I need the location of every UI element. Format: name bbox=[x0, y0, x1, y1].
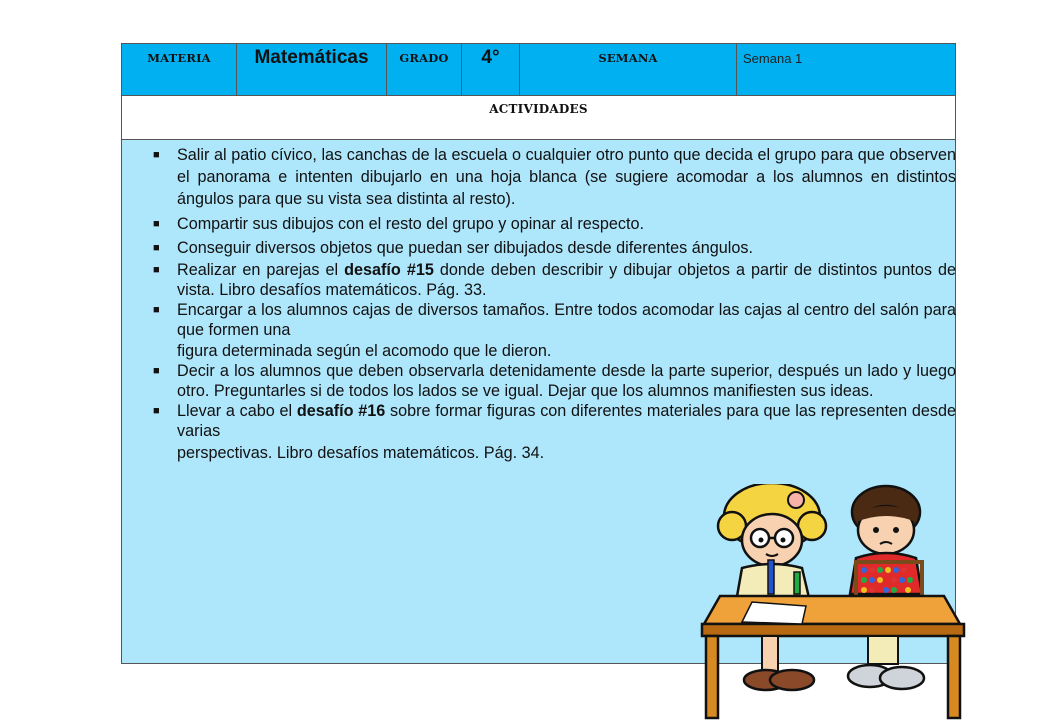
table bbox=[702, 596, 964, 718]
list-item: ■ Encargar a los alumnos cajas de diversos tamaños. Entre todos acomodar las cajas al centro del salón para que formen una figura determinada según el acomodo que le dieron. bbox=[153, 301, 956, 360]
bullet-icon: ■ bbox=[153, 149, 160, 161]
list-item: ■ Decir a los alumnos que deben observarla detenidamente desde la parte superior, después un lado y luego otro. Preguntarles si de todos los lados se ve igual. Dejar que los alumnos manifiesten sus ideas. bbox=[153, 362, 956, 400]
semana-label: SEMANA bbox=[598, 51, 658, 65]
grado-label: GRADO bbox=[399, 51, 449, 65]
list-item: ■ Realizar en parejas el desafío #15 donde deben describir y dibujar objetos a partir de distintos puntos de vista. Libro desafíos matemáticos. Pág. 33. bbox=[153, 261, 956, 299]
bullet-icon: ■ bbox=[153, 242, 160, 254]
activities-title: ACTIVIDADES bbox=[489, 102, 588, 116]
bullet-icon: ■ bbox=[153, 304, 160, 316]
grado-value: 4° bbox=[481, 47, 500, 68]
boy-figure bbox=[850, 486, 922, 608]
bullet-icon: ■ bbox=[153, 365, 160, 377]
feet bbox=[744, 636, 924, 690]
bullet-icon: ■ bbox=[153, 264, 160, 276]
header-row bbox=[121, 43, 956, 96]
activities-title-row bbox=[121, 96, 956, 140]
list-item: ■ Compartir sus dibujos con el resto del grupo y opinar al respecto. bbox=[153, 215, 644, 233]
semana-value: Semana 1 bbox=[743, 51, 803, 66]
semana-value-cell bbox=[737, 44, 955, 95]
grado-label-cell bbox=[387, 44, 462, 95]
list-item: ■ Llevar a cabo el desafío #16 sobre formar figuras con diferentes materiales para que las representen desde varias perspectivas. Libro desafíos matemáticos. Pág. 34. bbox=[153, 402, 956, 462]
bullet-icon: ■ bbox=[153, 218, 160, 230]
activities-list bbox=[150, 144, 956, 463]
materia-label: MATERIA bbox=[147, 51, 211, 65]
list-item: ■ Salir al patio cívico, las canchas de la escuela o cualquier otro punto que decida el grupo para que observen el panorama e intenten dibujarlo en una hoja blanca (se sugiere acomodar a los alumnos en distintos ángulos para que su vista sea distinta al resto). bbox=[153, 146, 956, 208]
list-item: ■ Conseguir diversos objetos que puedan ser dibujados desde diferentes ángulos. bbox=[153, 239, 753, 257]
grado-value-cell bbox=[462, 44, 520, 95]
materia-value-cell bbox=[237, 44, 387, 95]
kids-at-table-illustration bbox=[698, 484, 970, 720]
semana-label-cell bbox=[520, 44, 737, 95]
bullet-icon: ■ bbox=[153, 405, 160, 417]
materia-label-cell bbox=[122, 44, 237, 95]
materia-value: Matemáticas bbox=[254, 47, 369, 68]
